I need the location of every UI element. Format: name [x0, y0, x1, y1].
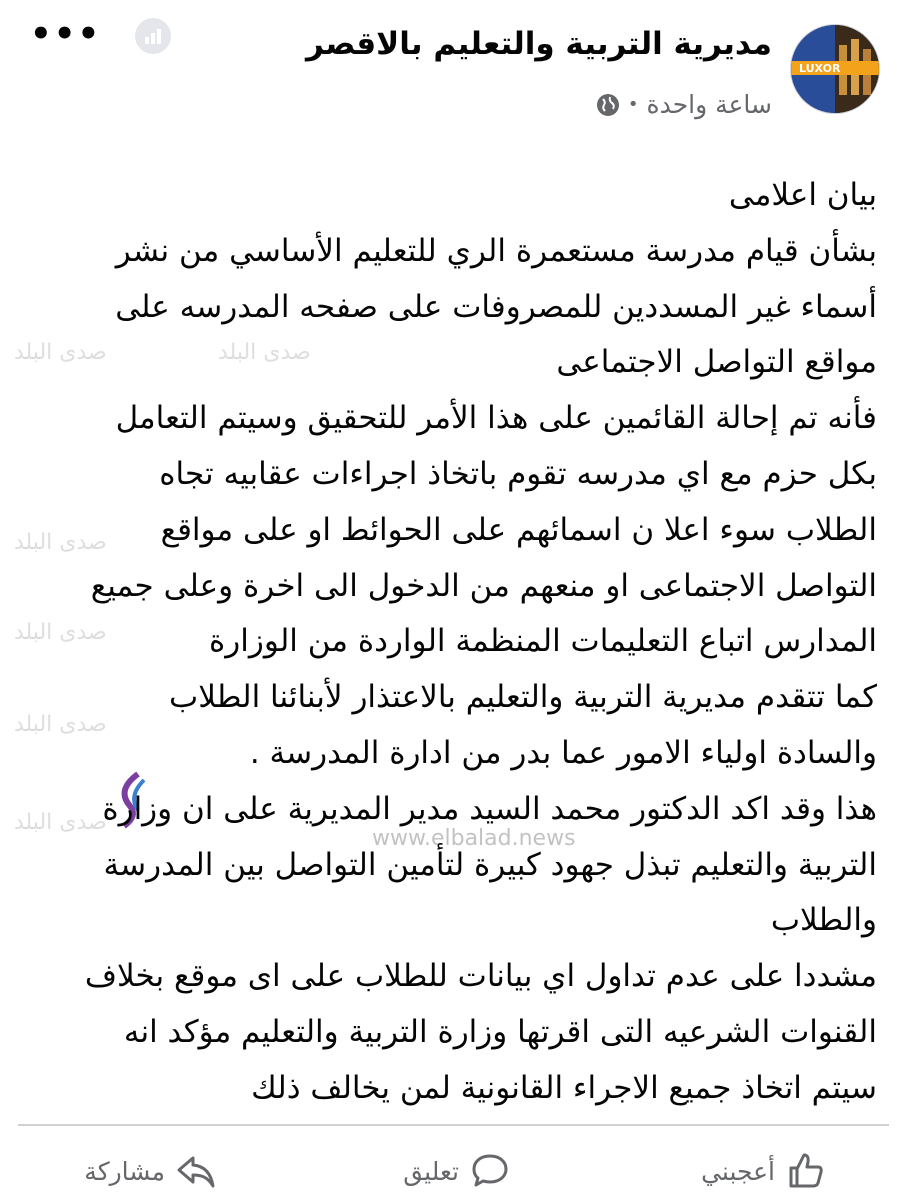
post-line: التواصل الاجتماعى او منعهم من الدخول الى اخرة وعلى جميع — [90, 567, 877, 604]
actions-divider — [18, 1124, 889, 1126]
watermark-text: صدى البلد — [218, 340, 311, 365]
post-line: فأنه تم إحالة القائمين على هذا الأمر للتحقيق وسيتم التعامل — [115, 400, 877, 437]
more-options-icon[interactable]: ••• — [30, 14, 102, 54]
post-line: أسماء غير المسددين للمصروفات على صفحه المدرسه على — [115, 288, 877, 325]
watermark-url: www.elbalad.news — [372, 826, 576, 851]
thumbs-up-icon — [785, 1150, 827, 1192]
post-line: القنوات الشرعيه التى اقرتها وزارة التربية والتعليم مؤكد انه — [123, 1013, 877, 1050]
post-line: الطلاب سوء اعلا ن اسمائهم على الحوائط او على مواقع — [160, 511, 877, 548]
share-button[interactable] — [84, 1150, 217, 1192]
watermark-text: صدى البلد — [14, 530, 107, 555]
post-line: والسادة اولياء الامور عما بدر من ادارة المدرسة . — [249, 734, 877, 771]
comment-label: تعليق — [403, 1156, 459, 1186]
post-line: التربية والتعليم تبذل جهود كبيرة لتأمين التواصل بين المدرسة — [103, 846, 877, 883]
share-arrow-icon — [175, 1150, 217, 1192]
watermark-text: صدى البلد — [14, 810, 107, 835]
comment-bubble-icon — [469, 1150, 511, 1192]
watermark-text: صدى البلد — [14, 620, 107, 645]
post-line: بيان اعلامى — [728, 177, 877, 213]
like-label: أعجبني — [701, 1156, 775, 1186]
page-avatar[interactable] — [790, 24, 880, 114]
public-globe-icon[interactable] — [596, 93, 620, 117]
insights-icon[interactable] — [135, 18, 171, 54]
post-line: سيتم اتخاذ جميع الاجراء القانونية لمن يخالف ذلك — [251, 1069, 877, 1106]
post-line: مشددا على عدم تداول اي بيانات للطلاب على اى موقع بخلاف — [84, 958, 877, 995]
like-button[interactable] — [701, 1150, 827, 1192]
page-name-link[interactable]: مديرية التربية والتعليم بالاقصر — [306, 26, 772, 62]
watermark-text: صدى البلد — [14, 712, 107, 737]
svg-text:LUXOR: LUXOR — [799, 62, 841, 75]
post-meta — [596, 90, 772, 119]
post-line: بشأن قيام مدرسة مستعمرة الري للتعليم الأساسي من نشر — [115, 232, 877, 269]
post-line: مواقع التواصل الاجتماعى — [556, 344, 877, 381]
post-line: بكل حزم مع اي مدرسه تقوم باتخاذ اجراءات عقابيه تجاه — [159, 455, 877, 492]
share-label: مشاركة — [84, 1156, 165, 1186]
post-header — [0, 0, 907, 140]
post-line: والطلاب — [770, 902, 877, 939]
post-timestamp[interactable]: ساعة واحدة — [646, 90, 772, 119]
watermark-text: صدى البلد — [14, 340, 107, 365]
luxor-logo-icon — [791, 25, 879, 113]
meta-separator: • — [627, 94, 639, 115]
post-action-bar — [0, 1140, 907, 1200]
post-text — [17, 168, 877, 1117]
post-line: كما تتقدم مديرية التربية والتعليم بالاعتذار لأبنائنا الطلاب — [169, 679, 877, 716]
post-line: هذا وقد اكد الدكتور محمد السيد مدير المديرية على ان وزارة — [102, 790, 877, 827]
comment-button[interactable] — [403, 1150, 511, 1192]
post-line: المدارس اتباع التعليمات المنظمة الواردة من الوزارة — [209, 623, 877, 660]
